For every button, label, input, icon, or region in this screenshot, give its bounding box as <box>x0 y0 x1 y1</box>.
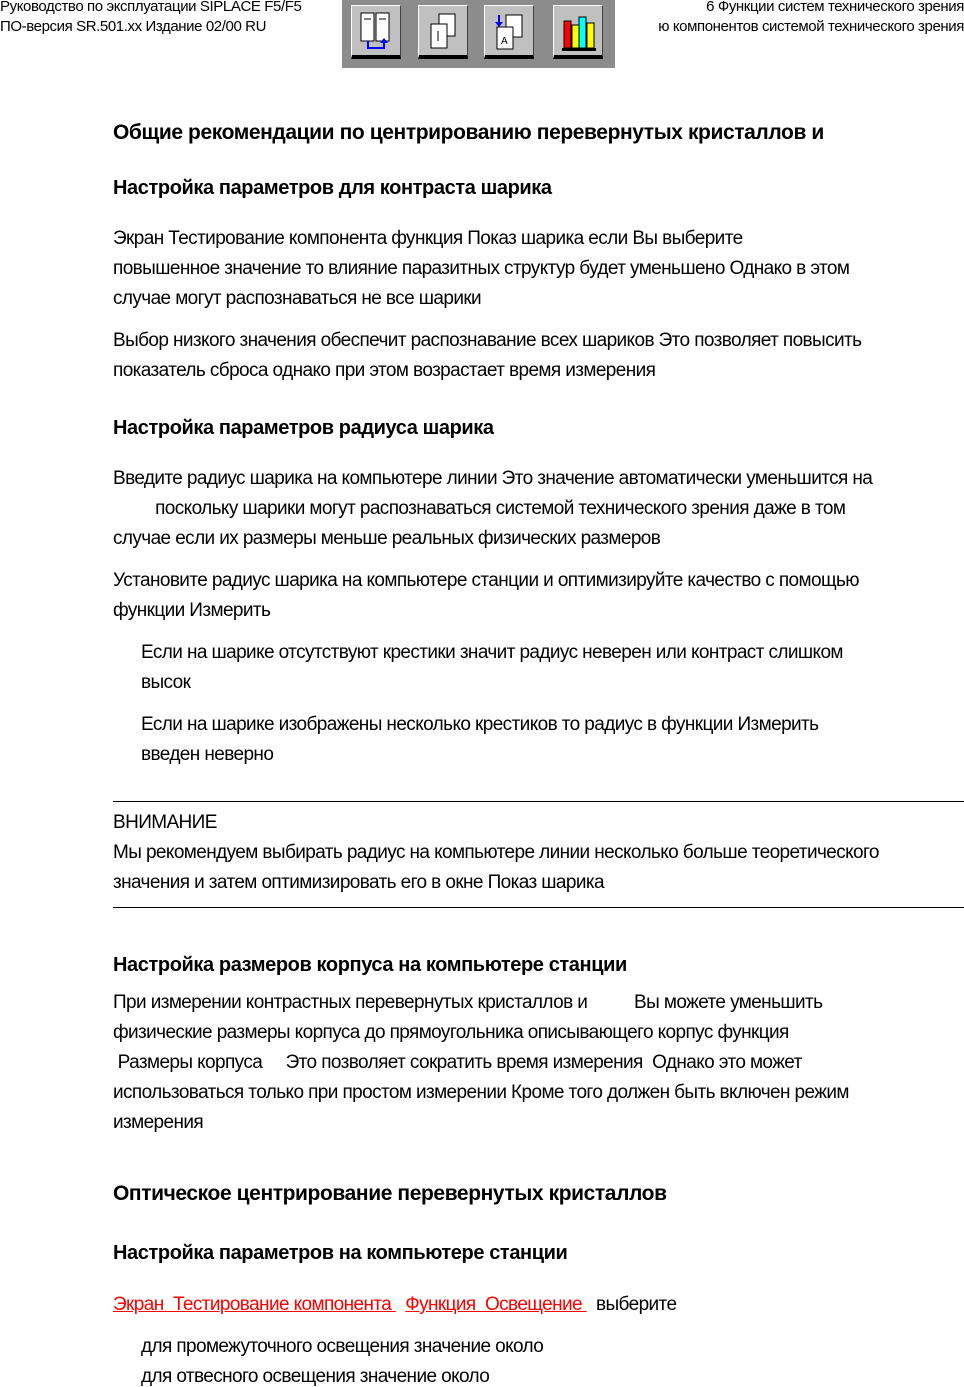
component-test-screen-link[interactable]: Экран Тестирование компонента <box>113 1294 396 1315</box>
paragraph-line: Установите радиус шарика на компьютере станции и оптимизируйте качество с помощью <box>113 570 859 591</box>
paragraph-line: повышенное значение то влияние паразитных структур будет уменьшено Однако в этом <box>113 258 850 279</box>
divider <box>113 801 964 802</box>
paragraph-line: Введите радиус шарика на компьютере линии Это значение автоматически уменьшится на <box>113 468 873 489</box>
divider <box>113 907 964 908</box>
navigation-toolbar <box>342 0 615 68</box>
paragraph-line: случае если их размеры меньше реальных физических размеров <box>113 528 661 549</box>
list-item: Если на шарике отсутствуют крестики значит радиус неверен или контраст слишком <box>141 642 843 663</box>
instruction-text: выберите <box>595 1294 677 1315</box>
list-item: Если на шарике изображены несколько крестиков то радиус в функции Измерить <box>141 714 819 735</box>
paragraph-line: использоваться только при простом измерении Кроме того должен быть включен режим <box>113 1082 849 1103</box>
paragraph-line: физические размеры корпуса до прямоугольника описывающего корпус функция <box>113 1022 789 1043</box>
paragraph-line: поскольку шарики могут распознаваться системой технического зрения даже в том <box>113 498 846 519</box>
header-manual-title: Руководство по эксплуатации SIPLACE F5/F5 <box>0 0 302 15</box>
heading-contrast: Настройка параметров для контраста шарика <box>113 177 552 199</box>
paragraph-line: измерения <box>113 1112 204 1133</box>
header-section: ю компонентов системой технического зрения <box>658 18 964 35</box>
heading-radius: Настройка параметров радиуса шарика <box>113 417 494 439</box>
paragraph-line: функции Измерить <box>113 600 271 621</box>
attention-line: Мы рекомендуем выбирать радиус на компьютере линии несколько больше теоретического <box>113 842 879 863</box>
station-instruction <box>113 1293 676 1317</box>
attention-title: ВНИМАНИЕ <box>113 812 217 833</box>
list-item: высок <box>141 672 191 693</box>
library-button[interactable] <box>553 5 603 59</box>
heading-main: Общие рекомендации по центрированию перевернутых кристаллов и <box>113 121 824 144</box>
heading-station: Настройка параметров на компьютере станции <box>113 1242 568 1264</box>
page-icon <box>425 11 463 53</box>
contents-icon <box>358 11 396 53</box>
paragraph-line: показатель сброса однако при этом возрастает время измерения <box>113 360 656 381</box>
header-chapter: 6 Функции систем технического зрения <box>706 0 964 15</box>
list-item: для отвесного освещения значение около <box>141 1366 490 1387</box>
paragraph-line: случае могут распознаваться не все шарики <box>113 288 482 309</box>
list-item: для промежуточного освещения значение около <box>141 1336 544 1357</box>
header-version: ПО-версия SR.501.xx Издание 02/00 RU <box>0 18 267 35</box>
svg-text:A: A <box>501 36 508 47</box>
index-button[interactable] <box>484 5 534 59</box>
list-item: введен неверно <box>141 744 274 765</box>
paragraph-line: При измерении контрастных перевернутых кристаллов и Вы можете уменьшить <box>113 992 823 1013</box>
index-icon <box>491 11 529 53</box>
illumination-function-link[interactable]: Функция Освещение <box>405 1294 587 1315</box>
contents-button[interactable] <box>351 5 401 59</box>
paragraph-line: Выбор низкого значения обеспечит распознавание всех шариков Это позволяет повысить <box>113 330 862 351</box>
paragraph-line: Размеры корпуса Это позволяет сократить время измерения Однако это может <box>113 1052 802 1073</box>
library-icon <box>560 11 598 53</box>
paragraph-line: Экран Тестирование компонента функция Показ шарика если Вы выберите <box>113 228 743 249</box>
heading-optical: Оптическое центрирование перевернутых кристаллов <box>113 1182 667 1205</box>
heading-body-size: Настройка размеров корпуса на компьютере станции <box>113 954 627 976</box>
attention-line: значения и затем оптимизировать его в окне Показ шарика <box>113 872 604 893</box>
page-button[interactable] <box>418 5 468 59</box>
